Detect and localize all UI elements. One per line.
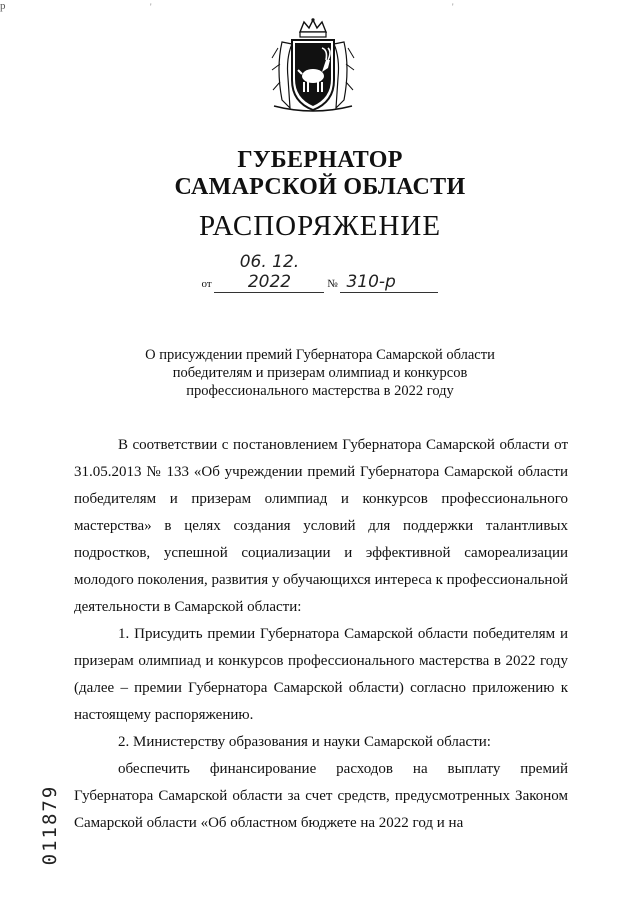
body-text [74, 432, 568, 837]
scan-tick-mark: ' [452, 2, 454, 12]
date-from-label: от [201, 278, 212, 290]
subject-line: победителям и призерам олимпиад и конкурсов [172, 365, 468, 381]
subject-line: профессионального мастерства в 2022 году [186, 383, 454, 399]
item-2a-paragraph: обеспечить финансирование расходов на выплату премий Губернатора Самарской области за счет средств, предусмотренных Законом Самарской области «Об областном бюджете на 2022 год и на [74, 761, 568, 831]
intro-paragraph: В соответствии с постановлением Губернатора Самарской области от 31.05.2013 № 133 «Об учреждении премий Губернатора Самарской области победителям и призерам олимпиад и конкурсов профессионального мастерства» в целях создания условий для поддержки талантливых подростков, успешной социализации и эффективной самореализации молодого поколения, развития у обучающихся интереса к профессиональной деятельности в Самарской области: [74, 437, 568, 615]
item-1-paragraph: 1. Присудить премии Губернатора Самарской области победителям и призерам олимпиад и конкурсов профессионального мастерства в 2022 году (далее – премии Губернатора Самарской области) согласно приложению к настоящему распоряжению. [74, 626, 568, 723]
number-label: № [327, 278, 338, 290]
authority-name-line1: ГУБЕРНАТОР [237, 147, 403, 173]
document-subject [120, 346, 520, 400]
registration-stamp [30, 780, 70, 870]
item-2-paragraph: 2. Министерству образования и науки Самарской области: [118, 734, 491, 750]
handwritten-number: 310-р [340, 272, 438, 293]
authority-name-line2: САМАРСКОЙ ОБЛАСТИ [174, 174, 466, 200]
handwritten-date: 06. 12. 2022 [214, 252, 324, 293]
corner-mark: р [0, 0, 6, 12]
stamp-number: 011879 [39, 784, 61, 866]
subject-line: О присуждении премий Губернатора Самарской области [145, 347, 495, 363]
samara-coat-of-arms-icon [268, 18, 358, 118]
scan-tick-mark: ' [150, 2, 152, 12]
document-title: РАСПОРЯЖЕНИЕ [198, 210, 442, 242]
document-dateline [0, 252, 640, 293]
